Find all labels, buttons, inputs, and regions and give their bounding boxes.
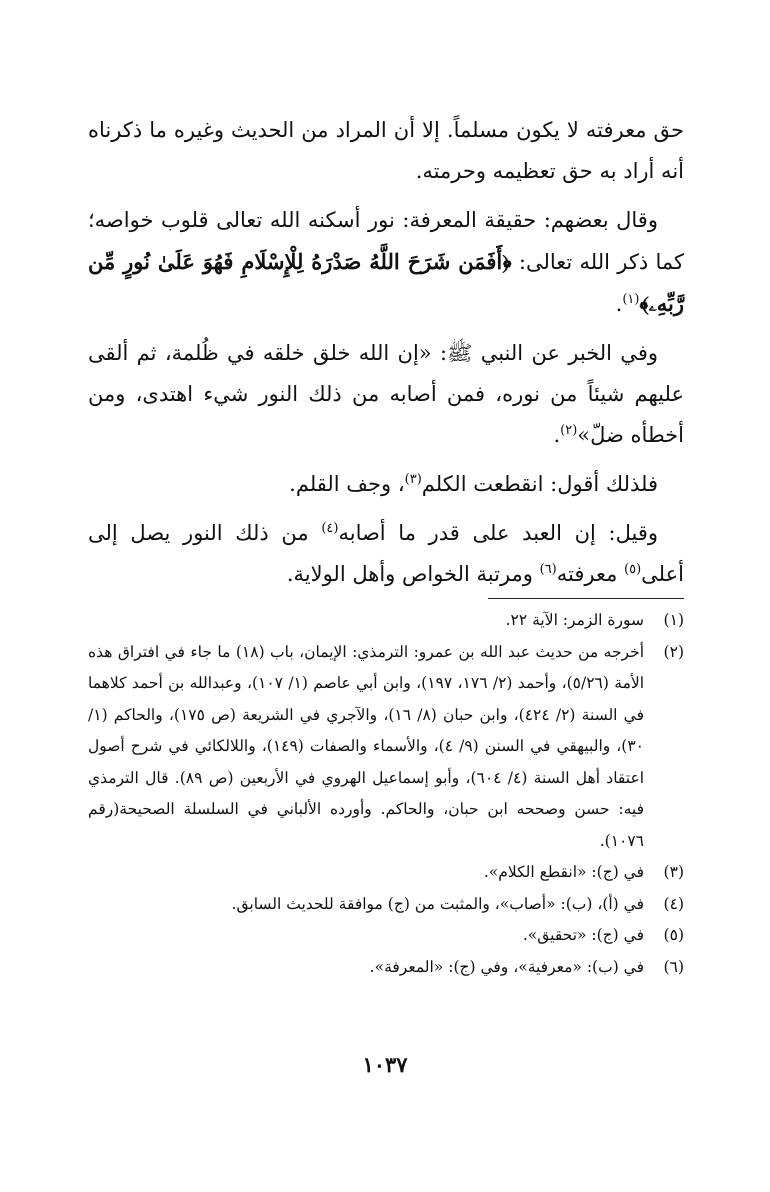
footnote-separator	[488, 598, 684, 599]
paragraph-text: وقال بعضهم: حقيقة المعرفة: نور أسكنه الله تعالى قلوب خواصه؛ كما ذكر الله تعالى:	[88, 208, 685, 274]
main-text	[88, 110, 684, 595]
page-number: ١٠٣٧	[362, 1052, 408, 1077]
paragraph-text: ومرتبة الخواص وأهل الولاية.	[286, 562, 540, 586]
footnote-text: سورة الزمر: الآية ٢٢.	[505, 611, 644, 629]
footnote-text: في (ب): «معرفية»، وفي (ج): «المعرفة».	[369, 957, 644, 976]
paragraph-text: فلذلك أقول: انقطعت الكلم	[421, 472, 658, 496]
footnote-item	[88, 857, 684, 889]
footnote-ref: (٣)	[404, 472, 422, 487]
footnote-item	[88, 952, 684, 984]
paragraph-text-end: ، وجف القلم.	[289, 472, 405, 496]
quran-verse: ﴿أَفَمَن شَرَحَ اللَّهُ صَدْرَهُ لِلْإِسْلَامِ فَهُوَ عَلَىٰ نُورٍ مِّن رَّبِّهِۦ﴾	[88, 249, 684, 316]
paragraph-1	[88, 110, 684, 192]
footnote-ref: (٥)	[624, 562, 642, 577]
paragraph-text: من ذلك النور يصل إلى أعلى	[88, 521, 684, 586]
footnote-ref: (٤)	[321, 521, 339, 536]
paragraph-5	[88, 513, 684, 595]
paragraph-text: حق معرفته لا يكون مسلماً. إلا أن المراد من الحديث وغيره ما ذكرناه أنه أراد به حق تعظيمه وحرمته.	[88, 118, 684, 183]
footnote-item	[88, 605, 684, 637]
footnotes	[88, 605, 684, 983]
paragraph-text: وفي الخبر عن النبي ﷺ: «إن الله خلق خلقه في ظُلمة، ثم ألقى عليهم شيئاً من نوره، فمن أصابه من ذلك النور شيء اهتدى، ومن أخطأه ضلّ»	[88, 341, 684, 447]
footnote-ref: (١)	[622, 292, 640, 307]
paragraph-text: وقيل: إن العبد على قدر ما أصابه	[338, 521, 658, 545]
footnote-item	[88, 920, 684, 952]
footnote-number: (٣)	[663, 863, 684, 881]
footnote-number: (٦)	[663, 957, 684, 976]
paragraph-4	[88, 464, 684, 505]
paragraph-text-end: .	[615, 292, 623, 316]
footnote-text: في (ج): «انقطع الكلام».	[483, 863, 644, 881]
footnote-text: في (أ)، (ب): «أصاب»، والمثبت من (ج) موافقة للحديث السابق.	[231, 894, 644, 913]
footnote-text: في (ج): «تحقيق».	[522, 926, 644, 944]
footnote-number: (٤)	[663, 894, 684, 913]
paragraph-3	[88, 333, 684, 456]
footnote-ref: (٢)	[560, 423, 578, 438]
footnote-text: أخرجه من حديث عبد الله بن عمرو: الترمذي: الإيمان، باب (١٨) ما جاء في افتراق هذه الأمة (٥/٢٦)، وأحمد (٢/ ١٧٦، ١٩٧)، وابن أبي عاصم (١/ ١٠٧)، وعبدالله بن أحمد كلاهما في السنة (٢/ ٤٢٤)، وابن حبان (٨/ ١٦)، والآجري في الشريعة (ص ١٧٥)، والحاكم (١/ ٣٠)، والبيهقي في السنن (٩/ ٤)، والأسماء والصفات (١٤٩)، واللالكائي في شرح أصول اعتقاد أهل السنة (٤/ ٦٠٤)، وأبو إسماعيل الهروي في الأربعين (ص ٨٩). قال الترمذي فيه: حسن وصححه ابن حبان، والحاكم. وأورده الألباني في السلسلة الصحيحة(رقم ١٠٧٦).	[88, 642, 645, 850]
paragraph-text-end: .	[553, 423, 561, 447]
footnote-number: (٥)	[663, 926, 684, 944]
footnote-item	[88, 637, 684, 858]
footnote-item	[88, 889, 684, 921]
footnote-number: (٢)	[663, 642, 684, 661]
footnote-number: (١)	[663, 611, 684, 629]
paragraph-2	[88, 200, 684, 325]
footnote-ref: (٦)	[539, 562, 557, 577]
paragraph-text: معرفته	[556, 562, 625, 586]
